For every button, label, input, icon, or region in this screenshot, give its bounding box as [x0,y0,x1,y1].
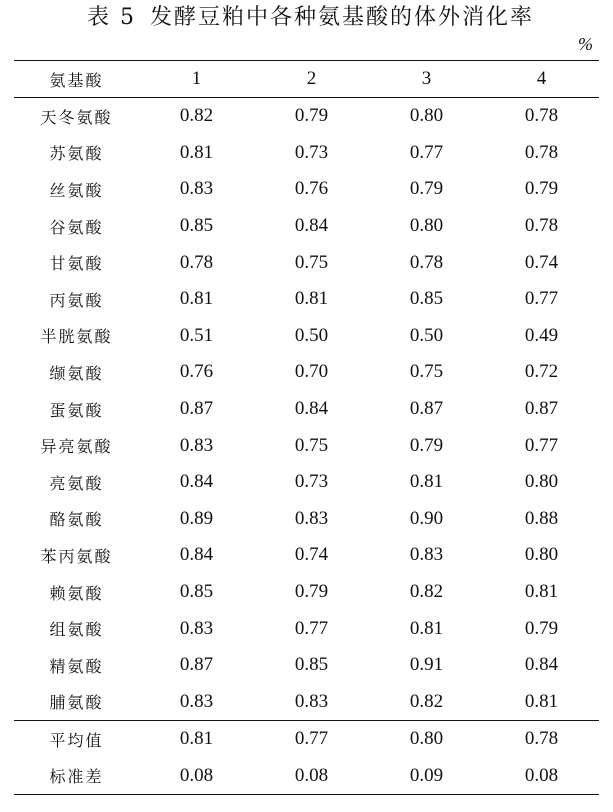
amino-acid-name: 谷氨酸 [49,217,104,237]
unit-label: % [578,34,593,54]
amino-acid-name: 精氨酸 [49,656,104,676]
value-cell-1: 0.81 [179,141,214,163]
table-row [14,318,599,355]
value-cell-3: 0.09 [369,758,484,795]
value-cell-2: 0.84 [294,215,329,237]
value-cell-1: 0.84 [179,471,214,493]
amino-acid-name: 蛋氨酸 [49,400,104,420]
value-cell-4: 0.78 [524,215,559,237]
value-cell-3: 0.80 [409,215,444,237]
value-cell-1: 0.51 [179,324,214,346]
amino-acid-name: 赖氨酸 [49,583,104,603]
header-cell-amino-acid: 氨基酸 [14,61,139,98]
value-cell-4: 0.77 [524,288,559,310]
amino-acid-name: 缬氨酸 [49,363,104,383]
value-cell-1: 0.85 [179,215,214,237]
amino-acid-name: 脯氨酸 [49,693,104,713]
amino-acid-name: 半胱氨酸 [40,327,113,347]
value-cell-3: 0.75 [409,361,444,383]
table-row [14,610,599,647]
value-cell-4: 0.77 [524,434,559,456]
amino-acid-name: 酪氨酸 [49,510,104,530]
value-cell-3: 0.50 [409,324,444,346]
header-cell-2: 2 [254,61,369,98]
value-cell-3: 0.79 [409,434,444,456]
amino-acid-name: 标准差 [14,758,139,795]
table-row [14,244,599,281]
table-row [14,354,599,391]
table-row [14,684,599,721]
header-row [14,61,599,98]
table-row [14,171,599,208]
value-cell-4: 0.78 [524,141,559,163]
value-cell-3: 0.80 [369,721,484,758]
table-title [0,2,613,34]
amino-acid-name: 甘氨酸 [49,254,104,274]
value-cell-4: 0.78 [524,105,559,127]
value-cell-3: 0.81 [409,471,444,493]
value-cell-3: 0.82 [409,581,444,603]
value-cell-4: 0.78 [484,721,599,758]
value-cell-1: 0.78 [179,251,214,273]
value-cell-2: 0.74 [294,544,329,566]
value-cell-1: 0.82 [179,105,214,127]
value-cell-4: 0.08 [484,758,599,795]
value-cell-4: 0.88 [524,507,559,529]
value-cell-2: 0.77 [254,721,369,758]
value-cell-2: 0.73 [294,471,329,493]
value-cell-4: 0.81 [524,690,559,712]
table-row [14,208,599,245]
value-cell-3: 0.77 [409,141,444,163]
value-cell-1: 0.89 [179,507,214,529]
value-cell-2: 0.77 [294,617,329,639]
value-cell-2: 0.75 [294,251,329,273]
table-body [14,98,599,795]
value-cell-1: 0.81 [179,288,214,310]
table-row [14,281,599,318]
amino-acid-name: 组氨酸 [49,620,104,640]
header-cell-1: 1 [139,61,254,98]
value-cell-2: 0.84 [294,398,329,420]
value-cell-2: 0.08 [254,758,369,795]
value-cell-4: 0.81 [524,581,559,603]
value-cell-1: 0.83 [179,690,214,712]
value-cell-1: 0.84 [179,544,214,566]
header-cell-3: 3 [369,61,484,98]
value-cell-3: 0.83 [409,544,444,566]
table-row [14,647,599,684]
amino-acid-name: 亮氨酸 [49,473,104,493]
value-cell-2: 0.70 [294,361,329,383]
value-cell-2: 0.81 [294,288,329,310]
value-cell-2: 0.79 [294,105,329,127]
table-row [14,464,599,501]
amino-acid-name: 异亮氨酸 [40,437,113,457]
value-cell-1: 0.83 [179,434,214,456]
value-cell-4: 0.49 [524,324,559,346]
value-cell-2: 0.83 [294,690,329,712]
value-cell-2: 0.83 [294,507,329,529]
summary-row [14,758,599,795]
amino-acid-name: 苏氨酸 [49,144,104,164]
table-row [14,427,599,464]
value-cell-2: 0.73 [294,141,329,163]
table-caption: 发酵豆粕中各种氨基酸的体外消化率 [149,5,534,30]
value-cell-3: 0.78 [409,251,444,273]
amino-acid-name: 天冬氨酸 [40,107,113,127]
value-cell-1: 0.83 [179,617,214,639]
value-cell-4: 0.80 [524,471,559,493]
value-cell-1: 0.87 [179,654,214,676]
table-row [14,135,599,172]
value-cell-3: 0.90 [409,507,444,529]
table-row [14,537,599,574]
value-cell-4: 0.72 [524,361,559,383]
value-cell-1: 0.87 [179,398,214,420]
value-cell-3: 0.80 [409,105,444,127]
value-cell-2: 0.79 [294,581,329,603]
value-cell-2: 0.75 [294,434,329,456]
table-row [14,574,599,611]
value-cell-4: 0.74 [524,251,559,273]
value-cell-3: 0.85 [409,288,444,310]
value-cell-4: 0.80 [524,544,559,566]
value-cell-3: 0.81 [409,617,444,639]
table-row [14,501,599,538]
amino-acid-name: 苯丙氨酸 [40,546,113,566]
amino-acid-name: 丝氨酸 [49,180,104,200]
value-cell-2: 0.85 [294,654,329,676]
value-cell-1: 0.85 [179,581,214,603]
value-cell-4: 0.79 [524,178,559,200]
amino-acid-name: 丙氨酸 [49,290,104,310]
amino-acid-name: 平均值 [14,721,139,758]
summary-row [14,721,599,758]
value-cell-4: 0.84 [524,654,559,676]
value-cell-4: 0.87 [524,398,559,420]
value-cell-4: 0.79 [524,617,559,639]
value-cell-3: 0.87 [409,398,444,420]
table-number: 表 5 [86,5,136,30]
table-row [14,391,599,428]
value-cell-1: 0.08 [139,758,254,795]
digestibility-table [14,60,599,795]
header-cell-4: 4 [484,61,599,98]
value-cell-1: 0.76 [179,361,214,383]
table-row [14,98,599,135]
value-cell-3: 0.82 [409,690,444,712]
value-cell-3: 0.79 [409,178,444,200]
value-cell-3: 0.91 [409,654,444,676]
value-cell-1: 0.81 [139,721,254,758]
value-cell-1: 0.83 [179,178,214,200]
value-cell-2: 0.50 [294,324,329,346]
value-cell-2: 0.76 [294,178,329,200]
